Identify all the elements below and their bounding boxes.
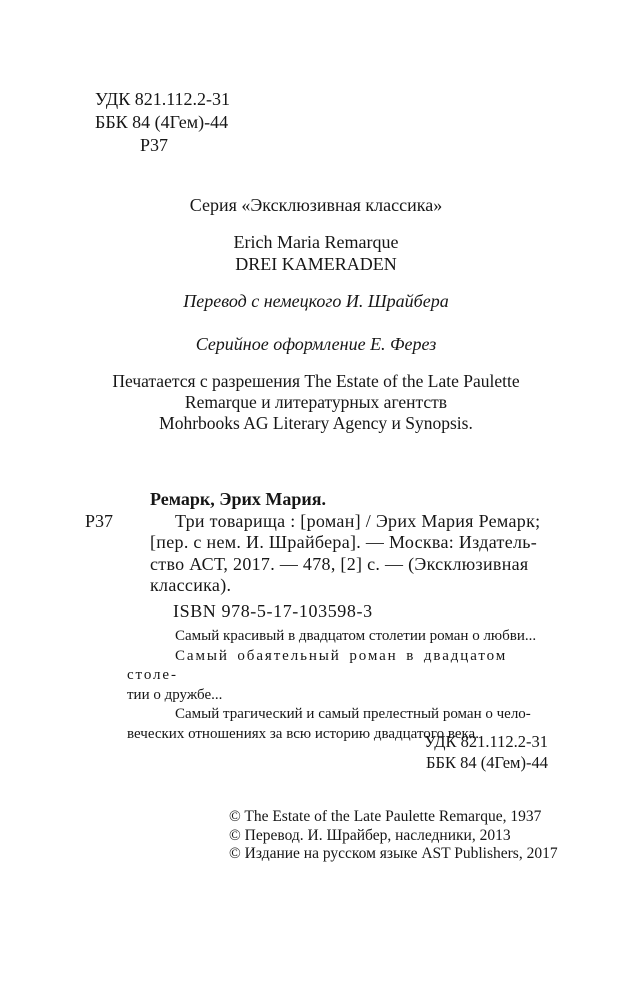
annotation-line: Самый красивый в двадцатом столетии роман о любви... <box>175 628 537 644</box>
catalog-card-author: Ремарк, Эрих Мария. <box>150 489 326 509</box>
catalog-card-line: классика). <box>150 575 232 596</box>
isbn: ISBN 978-5-17-103598-3 <box>173 601 373 621</box>
annotation-line: Самый обаятельный роман в двадцатом столе- <box>127 647 508 684</box>
copyright-block <box>229 808 558 864</box>
annotation-line: веческих отношениях за всю историю двадцатого века. <box>127 725 479 742</box>
permission-line: Remarque и литературных агентств <box>184 392 448 412</box>
catalog-card-code: Р37 <box>85 510 114 531</box>
annotation-block <box>127 627 547 745</box>
bbk-code-bottom: ББК 84 (4Гем)-44 <box>426 753 548 772</box>
catalog-card-line: ство АСТ, 2017. — 478, [2] с. — (Эксклюзивная <box>150 553 529 574</box>
udc-code-bottom: УДК 821.112.2-31 <box>424 732 548 751</box>
author-name: Erich Maria Remarque <box>233 232 399 252</box>
udc-code: УДК 821.112.2-31 <box>95 89 231 109</box>
permission-line: Mohrbooks AG Literary Agency и Synopsis. <box>159 413 473 433</box>
copyright-line: © Издание на русском языке AST Publishers, 2017 <box>229 845 558 863</box>
permission-notice <box>40 371 592 434</box>
top-classification-codes <box>95 88 230 157</box>
copyright-line: © The Estate of the Late Paulette Remarque, 1937 <box>229 808 542 825</box>
catalog-card <box>85 489 550 597</box>
author-sign-code: Р37 <box>140 135 169 155</box>
annotation-line: Самый трагический и самый прелестный роман о чело- <box>175 706 531 723</box>
design-credit: Серийное оформление Е. Ферез <box>195 334 437 354</box>
translation-credit: Перевод с немецкого И. Шрайбера <box>183 291 449 311</box>
bbk-code: ББК 84 (4Гем)-44 <box>95 112 229 132</box>
annotation-line: тии о дружбе... <box>127 686 223 703</box>
original-title: DREI KAMERADEN <box>235 254 397 274</box>
copyright-line: © Перевод. И. Шрайбер, наследники, 2013 <box>229 826 511 844</box>
permission-line: Печатается с разрешения The Estate of the Late Paulette <box>112 371 520 391</box>
bottom-classification-codes <box>424 731 548 773</box>
series-title: Серия «Эксклюзивная классика» <box>189 195 443 215</box>
catalog-card-line: [пер. с нем. И. Шрайбера]. — Москва: Издатель- <box>150 532 538 553</box>
catalog-card-description <box>150 511 550 597</box>
catalog-card-line: Три товарища : [роман] / Эрих Мария Ремарк; <box>175 510 541 531</box>
author-title-block <box>40 231 592 275</box>
